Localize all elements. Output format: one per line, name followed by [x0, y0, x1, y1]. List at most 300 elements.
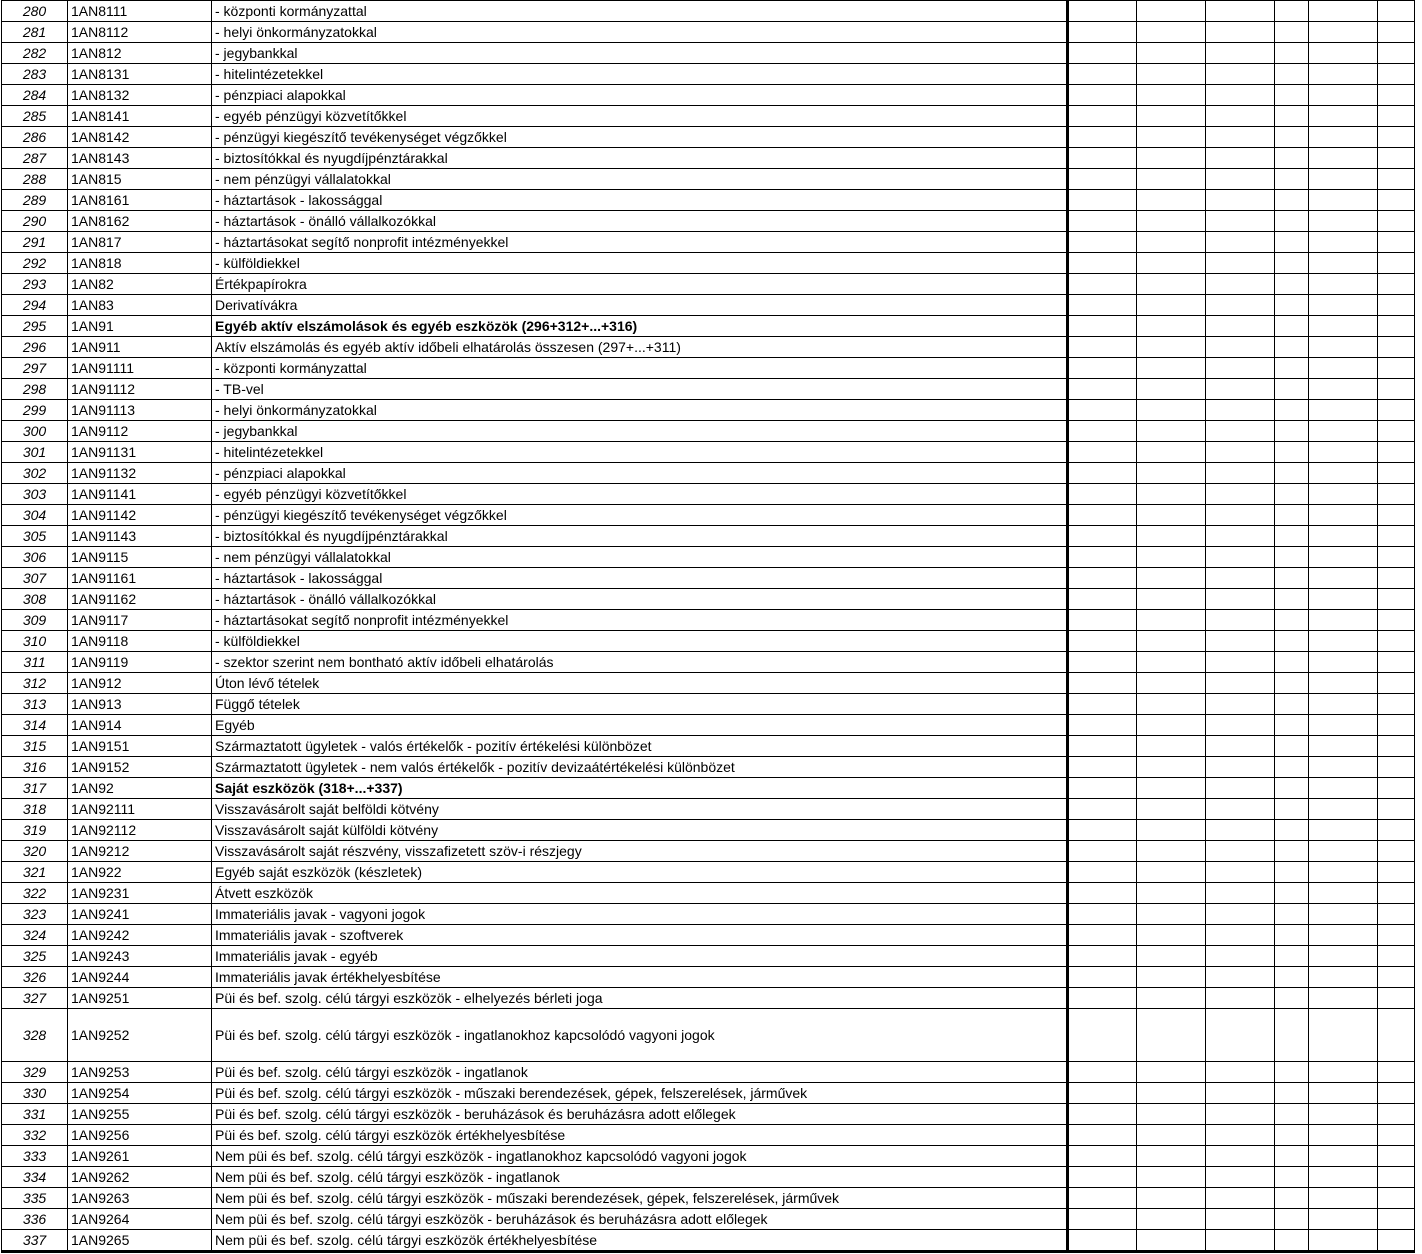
value-cell[interactable]	[1378, 820, 1415, 841]
value-cell[interactable]	[1309, 694, 1378, 715]
value-cell[interactable]	[1206, 1, 1275, 22]
value-cell[interactable]	[1206, 757, 1275, 778]
value-cell[interactable]	[1309, 232, 1378, 253]
value-cell[interactable]	[1206, 589, 1275, 610]
value-cell[interactable]	[1378, 778, 1415, 799]
value-cell[interactable]	[1068, 85, 1137, 106]
value-cell[interactable]	[1309, 925, 1378, 946]
value-cell[interactable]	[1068, 106, 1137, 127]
value-cell[interactable]	[1275, 421, 1309, 442]
value-cell[interactable]	[1309, 64, 1378, 85]
value-cell[interactable]	[1378, 862, 1415, 883]
value-cell[interactable]	[1309, 85, 1378, 106]
value-cell[interactable]	[1309, 295, 1378, 316]
value-cell[interactable]	[1068, 904, 1137, 925]
value-cell[interactable]	[1068, 820, 1137, 841]
value-cell[interactable]	[1378, 106, 1415, 127]
value-cell[interactable]	[1275, 1062, 1309, 1083]
value-cell[interactable]	[1378, 1104, 1415, 1125]
value-cell[interactable]	[1068, 988, 1137, 1009]
value-cell[interactable]	[1068, 442, 1137, 463]
value-cell[interactable]	[1206, 694, 1275, 715]
value-cell[interactable]	[1206, 505, 1275, 526]
value-cell[interactable]	[1206, 316, 1275, 337]
value-cell[interactable]	[1137, 988, 1206, 1009]
value-cell[interactable]	[1378, 610, 1415, 631]
value-cell[interactable]	[1309, 631, 1378, 652]
value-cell[interactable]	[1309, 526, 1378, 547]
value-cell[interactable]	[1309, 967, 1378, 988]
value-cell[interactable]	[1378, 505, 1415, 526]
value-cell[interactable]	[1275, 337, 1309, 358]
value-cell[interactable]	[1206, 1009, 1275, 1062]
value-cell[interactable]	[1068, 715, 1137, 736]
value-cell[interactable]	[1309, 988, 1378, 1009]
value-cell[interactable]	[1068, 610, 1137, 631]
value-cell[interactable]	[1137, 463, 1206, 484]
value-cell[interactable]	[1137, 169, 1206, 190]
value-cell[interactable]	[1275, 190, 1309, 211]
value-cell[interactable]	[1137, 568, 1206, 589]
value-cell[interactable]	[1275, 148, 1309, 169]
value-cell[interactable]	[1275, 316, 1309, 337]
value-cell[interactable]	[1309, 904, 1378, 925]
value-cell[interactable]	[1068, 1062, 1137, 1083]
value-cell[interactable]	[1378, 337, 1415, 358]
value-cell[interactable]	[1378, 946, 1415, 967]
value-cell[interactable]	[1275, 1167, 1309, 1188]
value-cell[interactable]	[1275, 442, 1309, 463]
value-cell[interactable]	[1275, 232, 1309, 253]
value-cell[interactable]	[1206, 862, 1275, 883]
value-cell[interactable]	[1309, 358, 1378, 379]
value-cell[interactable]	[1275, 1009, 1309, 1062]
value-cell[interactable]	[1378, 799, 1415, 820]
value-cell[interactable]	[1206, 358, 1275, 379]
value-cell[interactable]	[1137, 106, 1206, 127]
value-cell[interactable]	[1206, 1188, 1275, 1209]
value-cell[interactable]	[1206, 148, 1275, 169]
value-cell[interactable]	[1206, 904, 1275, 925]
value-cell[interactable]	[1275, 463, 1309, 484]
value-cell[interactable]	[1068, 946, 1137, 967]
value-cell[interactable]	[1309, 1104, 1378, 1125]
value-cell[interactable]	[1068, 862, 1137, 883]
value-cell[interactable]	[1275, 946, 1309, 967]
value-cell[interactable]	[1068, 274, 1137, 295]
value-cell[interactable]	[1206, 526, 1275, 547]
value-cell[interactable]	[1378, 1009, 1415, 1062]
value-cell[interactable]	[1309, 736, 1378, 757]
value-cell[interactable]	[1206, 190, 1275, 211]
value-cell[interactable]	[1206, 400, 1275, 421]
value-cell[interactable]	[1068, 1104, 1137, 1125]
value-cell[interactable]	[1068, 631, 1137, 652]
value-cell[interactable]	[1309, 106, 1378, 127]
value-cell[interactable]	[1068, 1167, 1137, 1188]
value-cell[interactable]	[1137, 1125, 1206, 1146]
value-cell[interactable]	[1068, 400, 1137, 421]
value-cell[interactable]	[1275, 862, 1309, 883]
value-cell[interactable]	[1378, 526, 1415, 547]
value-cell[interactable]	[1378, 715, 1415, 736]
value-cell[interactable]	[1137, 22, 1206, 43]
value-cell[interactable]	[1137, 778, 1206, 799]
value-cell[interactable]	[1206, 799, 1275, 820]
value-cell[interactable]	[1378, 274, 1415, 295]
value-cell[interactable]	[1068, 652, 1137, 673]
value-cell[interactable]	[1137, 1009, 1206, 1062]
value-cell[interactable]	[1378, 169, 1415, 190]
value-cell[interactable]	[1068, 799, 1137, 820]
value-cell[interactable]	[1275, 631, 1309, 652]
value-cell[interactable]	[1137, 967, 1206, 988]
value-cell[interactable]	[1206, 484, 1275, 505]
value-cell[interactable]	[1275, 253, 1309, 274]
value-cell[interactable]	[1206, 253, 1275, 274]
value-cell[interactable]	[1378, 547, 1415, 568]
value-cell[interactable]	[1309, 1146, 1378, 1167]
value-cell[interactable]	[1309, 274, 1378, 295]
value-cell[interactable]	[1275, 274, 1309, 295]
value-cell[interactable]	[1137, 232, 1206, 253]
value-cell[interactable]	[1275, 1230, 1309, 1252]
value-cell[interactable]	[1137, 127, 1206, 148]
value-cell[interactable]	[1137, 484, 1206, 505]
value-cell[interactable]	[1275, 547, 1309, 568]
value-cell[interactable]	[1275, 715, 1309, 736]
value-cell[interactable]	[1068, 1083, 1137, 1104]
value-cell[interactable]	[1275, 127, 1309, 148]
value-cell[interactable]	[1309, 1062, 1378, 1083]
value-cell[interactable]	[1378, 211, 1415, 232]
value-cell[interactable]	[1206, 631, 1275, 652]
value-cell[interactable]	[1275, 211, 1309, 232]
value-cell[interactable]	[1309, 337, 1378, 358]
value-cell[interactable]	[1068, 1, 1137, 22]
value-cell[interactable]	[1137, 442, 1206, 463]
value-cell[interactable]	[1137, 715, 1206, 736]
value-cell[interactable]	[1137, 85, 1206, 106]
value-cell[interactable]	[1275, 169, 1309, 190]
value-cell[interactable]	[1206, 1209, 1275, 1230]
value-cell[interactable]	[1137, 1104, 1206, 1125]
value-cell[interactable]	[1137, 400, 1206, 421]
value-cell[interactable]	[1137, 547, 1206, 568]
value-cell[interactable]	[1137, 925, 1206, 946]
value-cell[interactable]	[1309, 799, 1378, 820]
value-cell[interactable]	[1309, 316, 1378, 337]
value-cell[interactable]	[1275, 652, 1309, 673]
value-cell[interactable]	[1137, 316, 1206, 337]
value-cell[interactable]	[1275, 694, 1309, 715]
value-cell[interactable]	[1309, 568, 1378, 589]
value-cell[interactable]	[1068, 169, 1137, 190]
value-cell[interactable]	[1068, 547, 1137, 568]
value-cell[interactable]	[1309, 946, 1378, 967]
value-cell[interactable]	[1275, 379, 1309, 400]
value-cell[interactable]	[1378, 43, 1415, 64]
value-cell[interactable]	[1068, 589, 1137, 610]
value-cell[interactable]	[1137, 694, 1206, 715]
value-cell[interactable]	[1275, 841, 1309, 862]
value-cell[interactable]	[1378, 1167, 1415, 1188]
value-cell[interactable]	[1309, 715, 1378, 736]
value-cell[interactable]	[1275, 484, 1309, 505]
value-cell[interactable]	[1068, 967, 1137, 988]
value-cell[interactable]	[1137, 862, 1206, 883]
value-cell[interactable]	[1378, 127, 1415, 148]
value-cell[interactable]	[1275, 1188, 1309, 1209]
value-cell[interactable]	[1137, 379, 1206, 400]
value-cell[interactable]	[1137, 274, 1206, 295]
value-cell[interactable]	[1309, 43, 1378, 64]
value-cell[interactable]	[1378, 631, 1415, 652]
value-cell[interactable]	[1137, 904, 1206, 925]
value-cell[interactable]	[1309, 22, 1378, 43]
value-cell[interactable]	[1275, 358, 1309, 379]
value-cell[interactable]	[1378, 967, 1415, 988]
value-cell[interactable]	[1309, 652, 1378, 673]
value-cell[interactable]	[1275, 1083, 1309, 1104]
value-cell[interactable]	[1275, 43, 1309, 64]
value-cell[interactable]	[1137, 757, 1206, 778]
value-cell[interactable]	[1378, 1230, 1415, 1252]
value-cell[interactable]	[1137, 190, 1206, 211]
value-cell[interactable]	[1309, 484, 1378, 505]
value-cell[interactable]	[1275, 526, 1309, 547]
value-cell[interactable]	[1206, 820, 1275, 841]
value-cell[interactable]	[1275, 22, 1309, 43]
value-cell[interactable]	[1309, 1083, 1378, 1104]
value-cell[interactable]	[1275, 106, 1309, 127]
value-cell[interactable]	[1309, 1188, 1378, 1209]
value-cell[interactable]	[1206, 169, 1275, 190]
value-cell[interactable]	[1378, 232, 1415, 253]
value-cell[interactable]	[1068, 526, 1137, 547]
value-cell[interactable]	[1137, 64, 1206, 85]
value-cell[interactable]	[1378, 421, 1415, 442]
value-cell[interactable]	[1068, 379, 1137, 400]
value-cell[interactable]	[1378, 988, 1415, 1009]
value-cell[interactable]	[1206, 1230, 1275, 1252]
value-cell[interactable]	[1068, 358, 1137, 379]
value-cell[interactable]	[1309, 547, 1378, 568]
value-cell[interactable]	[1378, 22, 1415, 43]
value-cell[interactable]	[1206, 547, 1275, 568]
value-cell[interactable]	[1068, 1188, 1137, 1209]
value-cell[interactable]	[1068, 253, 1137, 274]
value-cell[interactable]	[1206, 988, 1275, 1009]
value-cell[interactable]	[1206, 421, 1275, 442]
value-cell[interactable]	[1309, 757, 1378, 778]
value-cell[interactable]	[1068, 736, 1137, 757]
value-cell[interactable]	[1378, 841, 1415, 862]
value-cell[interactable]	[1275, 883, 1309, 904]
value-cell[interactable]	[1206, 568, 1275, 589]
value-cell[interactable]	[1068, 232, 1137, 253]
value-cell[interactable]	[1068, 43, 1137, 64]
value-cell[interactable]	[1068, 1146, 1137, 1167]
value-cell[interactable]	[1137, 1083, 1206, 1104]
value-cell[interactable]	[1206, 1104, 1275, 1125]
value-cell[interactable]	[1309, 1230, 1378, 1252]
value-cell[interactable]	[1378, 190, 1415, 211]
value-cell[interactable]	[1206, 85, 1275, 106]
value-cell[interactable]	[1378, 673, 1415, 694]
value-cell[interactable]	[1206, 652, 1275, 673]
value-cell[interactable]	[1137, 1209, 1206, 1230]
value-cell[interactable]	[1309, 169, 1378, 190]
value-cell[interactable]	[1206, 1125, 1275, 1146]
value-cell[interactable]	[1309, 421, 1378, 442]
value-cell[interactable]	[1206, 673, 1275, 694]
value-cell[interactable]	[1309, 1167, 1378, 1188]
value-cell[interactable]	[1206, 1146, 1275, 1167]
value-cell[interactable]	[1206, 64, 1275, 85]
value-cell[interactable]	[1309, 1009, 1378, 1062]
value-cell[interactable]	[1206, 925, 1275, 946]
value-cell[interactable]	[1275, 610, 1309, 631]
value-cell[interactable]	[1068, 463, 1137, 484]
value-cell[interactable]	[1309, 190, 1378, 211]
value-cell[interactable]	[1309, 1125, 1378, 1146]
value-cell[interactable]	[1378, 652, 1415, 673]
value-cell[interactable]	[1378, 358, 1415, 379]
value-cell[interactable]	[1275, 778, 1309, 799]
value-cell[interactable]	[1068, 1125, 1137, 1146]
value-cell[interactable]	[1206, 1062, 1275, 1083]
value-cell[interactable]	[1378, 883, 1415, 904]
value-cell[interactable]	[1378, 1209, 1415, 1230]
value-cell[interactable]	[1275, 1, 1309, 22]
value-cell[interactable]	[1378, 757, 1415, 778]
value-cell[interactable]	[1309, 400, 1378, 421]
value-cell[interactable]	[1378, 1083, 1415, 1104]
value-cell[interactable]	[1068, 673, 1137, 694]
value-cell[interactable]	[1275, 673, 1309, 694]
value-cell[interactable]	[1206, 43, 1275, 64]
value-cell[interactable]	[1378, 568, 1415, 589]
value-cell[interactable]	[1137, 148, 1206, 169]
value-cell[interactable]	[1137, 673, 1206, 694]
value-cell[interactable]	[1137, 211, 1206, 232]
value-cell[interactable]	[1378, 589, 1415, 610]
value-cell[interactable]	[1068, 316, 1137, 337]
value-cell[interactable]	[1068, 883, 1137, 904]
value-cell[interactable]	[1309, 883, 1378, 904]
value-cell[interactable]	[1309, 379, 1378, 400]
value-cell[interactable]	[1137, 883, 1206, 904]
value-cell[interactable]	[1378, 85, 1415, 106]
value-cell[interactable]	[1378, 253, 1415, 274]
value-cell[interactable]	[1378, 484, 1415, 505]
value-cell[interactable]	[1068, 421, 1137, 442]
value-cell[interactable]	[1206, 715, 1275, 736]
value-cell[interactable]	[1206, 274, 1275, 295]
value-cell[interactable]	[1068, 505, 1137, 526]
value-cell[interactable]	[1378, 1125, 1415, 1146]
value-cell[interactable]	[1137, 589, 1206, 610]
value-cell[interactable]	[1309, 1, 1378, 22]
value-cell[interactable]	[1137, 505, 1206, 526]
value-cell[interactable]	[1309, 610, 1378, 631]
value-cell[interactable]	[1206, 232, 1275, 253]
value-cell[interactable]	[1206, 463, 1275, 484]
value-cell[interactable]	[1068, 127, 1137, 148]
value-cell[interactable]	[1137, 1062, 1206, 1083]
value-cell[interactable]	[1275, 799, 1309, 820]
value-cell[interactable]	[1068, 1209, 1137, 1230]
value-cell[interactable]	[1378, 736, 1415, 757]
value-cell[interactable]	[1378, 1146, 1415, 1167]
value-cell[interactable]	[1309, 253, 1378, 274]
value-cell[interactable]	[1309, 841, 1378, 862]
value-cell[interactable]	[1137, 526, 1206, 547]
value-cell[interactable]	[1206, 106, 1275, 127]
value-cell[interactable]	[1275, 736, 1309, 757]
value-cell[interactable]	[1309, 778, 1378, 799]
value-cell[interactable]	[1275, 757, 1309, 778]
value-cell[interactable]	[1137, 421, 1206, 442]
value-cell[interactable]	[1206, 379, 1275, 400]
value-cell[interactable]	[1206, 1083, 1275, 1104]
value-cell[interactable]	[1137, 358, 1206, 379]
value-cell[interactable]	[1068, 778, 1137, 799]
value-cell[interactable]	[1137, 253, 1206, 274]
value-cell[interactable]	[1068, 694, 1137, 715]
value-cell[interactable]	[1137, 820, 1206, 841]
value-cell[interactable]	[1137, 1146, 1206, 1167]
value-cell[interactable]	[1068, 841, 1137, 862]
value-cell[interactable]	[1378, 463, 1415, 484]
value-cell[interactable]	[1309, 463, 1378, 484]
value-cell[interactable]	[1275, 505, 1309, 526]
value-cell[interactable]	[1068, 568, 1137, 589]
value-cell[interactable]	[1378, 1188, 1415, 1209]
value-cell[interactable]	[1137, 841, 1206, 862]
value-cell[interactable]	[1068, 1009, 1137, 1062]
value-cell[interactable]	[1137, 652, 1206, 673]
value-cell[interactable]	[1137, 337, 1206, 358]
value-cell[interactable]	[1378, 1062, 1415, 1083]
value-cell[interactable]	[1206, 127, 1275, 148]
value-cell[interactable]	[1068, 190, 1137, 211]
value-cell[interactable]	[1137, 1188, 1206, 1209]
value-cell[interactable]	[1137, 1230, 1206, 1252]
value-cell[interactable]	[1378, 442, 1415, 463]
value-cell[interactable]	[1309, 673, 1378, 694]
value-cell[interactable]	[1275, 568, 1309, 589]
value-cell[interactable]	[1378, 64, 1415, 85]
value-cell[interactable]	[1137, 1, 1206, 22]
value-cell[interactable]	[1275, 589, 1309, 610]
value-cell[interactable]	[1206, 1167, 1275, 1188]
value-cell[interactable]	[1206, 610, 1275, 631]
value-cell[interactable]	[1378, 148, 1415, 169]
value-cell[interactable]	[1309, 148, 1378, 169]
value-cell[interactable]	[1068, 64, 1137, 85]
value-cell[interactable]	[1137, 1167, 1206, 1188]
value-cell[interactable]	[1206, 337, 1275, 358]
value-cell[interactable]	[1275, 820, 1309, 841]
value-cell[interactable]	[1309, 442, 1378, 463]
value-cell[interactable]	[1068, 757, 1137, 778]
value-cell[interactable]	[1378, 400, 1415, 421]
value-cell[interactable]	[1309, 505, 1378, 526]
value-cell[interactable]	[1275, 64, 1309, 85]
value-cell[interactable]	[1378, 925, 1415, 946]
